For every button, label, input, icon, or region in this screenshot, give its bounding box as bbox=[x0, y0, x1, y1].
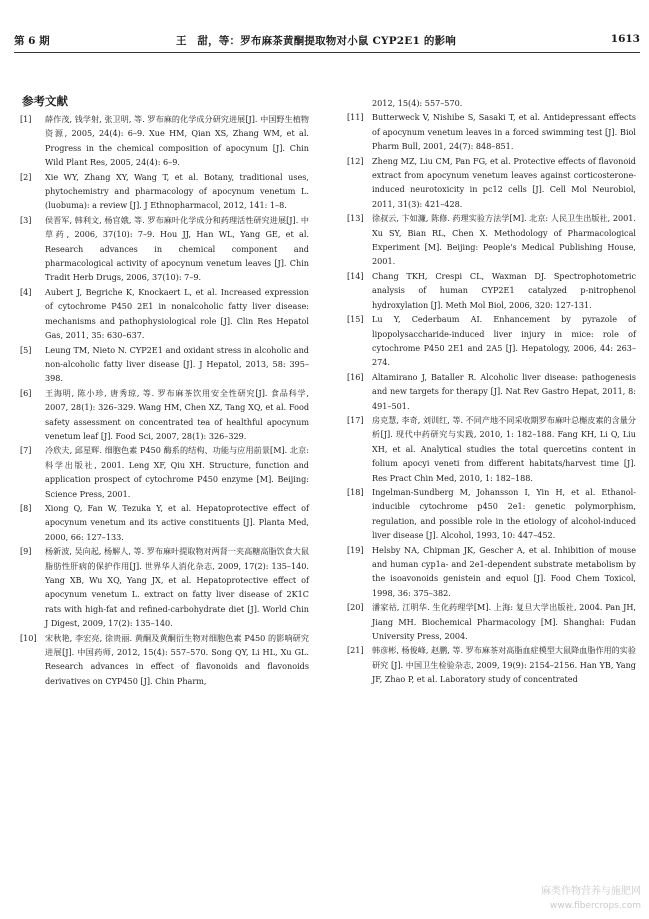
reference-item bbox=[341, 96, 636, 110]
reference-text: 王海明, 陈小珍, 唐秀琼, 等. 罗布麻茶饮用安全性研究[J]. 食品科学, 2007, 28(1): 326–329. Wang HM, Chen XZ, Tang XQ, et al. Food safety assessment on concentrated tea of healthful apocynum venetum leaf [J]. Food Sci, 2007, 28(1): 326–329. bbox=[45, 387, 309, 441]
header-rule bbox=[14, 52, 640, 53]
reference-text: 薛作茂, 钱学射, 张卫明, 等. 罗布麻的化学成分研究进展[J]. 中国野生植物资源, 2005, 24(4): 6–9. Xue HM, Qian XS, Zhang WM, et al. Progress in the chemical composition of apocynum [J]. Chin Wild Plant Res, 2005, 24(4): 6–9. bbox=[45, 114, 309, 168]
reference-number: [7] bbox=[20, 445, 32, 456]
reference-item bbox=[14, 285, 309, 343]
reference-number: [6] bbox=[20, 387, 32, 398]
right-column bbox=[341, 96, 636, 687]
reference-number: [2] bbox=[20, 171, 32, 182]
running-title: 王 甜，等：罗布麻茶黄酮提取物对小鼠 CYP2E1 的影响 bbox=[176, 35, 456, 47]
reference-item bbox=[14, 213, 309, 285]
reference-number: [20] bbox=[347, 602, 364, 613]
reference-item bbox=[341, 413, 636, 485]
reference-number: [14] bbox=[347, 270, 364, 281]
reference-number: [19] bbox=[347, 544, 364, 555]
reference-item bbox=[341, 154, 636, 212]
reference-number: [15] bbox=[347, 314, 364, 325]
reference-number: [1] bbox=[20, 114, 32, 124]
reference-text: 韩彦彬, 杨俊峰, 赵鹏, 等. 罗布麻茶对高脂血症模型大鼠降血脂作用的实验研究 [J]. 中国卫生检验杂志, 2009, 19(9): 2154–2156. Han YB, Yang JF, Zhao P, et al. Laboratory study of concentrated bbox=[372, 645, 636, 685]
reference-text: Xie WY, Zhang XY, Wang T, et al. Botany, traditional uses, phytochemistry and pharmacology of apocynum venetum L. (luobuma): a review [J]. J Ethnopharmacol, 2012, 141: 1–8. bbox=[45, 171, 309, 211]
reference-text: Xiong Q, Fan W, Tezuka Y, et al. Hepatoprotective effect of apocynum venetum and its active constituents [J]. Planta Med, 2000, 66: 127–133. bbox=[45, 502, 309, 542]
reference-item bbox=[14, 443, 309, 501]
reference-text: 房克慧, 李奇, 刘训红, 等. 不同产地不同采收期罗布麻叶总槲皮素的含量分析[J]. 现代中药研究与实践, 2010, 1: 182–188. Fang KH, Li Q, Liu XH, et al. Analytical studies the total quercetins content in folium apocyi veneti from different habitats/harvest time [J]. Res Pract Chin Med, 2010, 1: 182–188. bbox=[372, 414, 636, 483]
reference-number: [21] bbox=[347, 645, 364, 656]
running-header bbox=[14, 33, 640, 49]
reference-number: [3] bbox=[20, 214, 32, 225]
watermark bbox=[541, 885, 641, 913]
reference-item bbox=[14, 544, 309, 630]
reference-item bbox=[341, 370, 636, 413]
reference-text: Ingelman-Sundberg M, Johansson I, Yin H, et al. Ethanol-inducible cytochrome p450 2e1: genetic polymorphism, regulation, and possible role in the etiology of alcohol-induced liver disease [J]. Alcohol, 1993, 10: 447–452. bbox=[372, 486, 636, 541]
reference-text: 2012, 15(4): 557–570. bbox=[372, 98, 463, 108]
reference-item bbox=[14, 343, 309, 386]
reference-item bbox=[341, 600, 636, 643]
reference-item bbox=[341, 211, 636, 269]
reference-item bbox=[341, 312, 636, 370]
reference-number: [12] bbox=[347, 155, 364, 166]
reference-item bbox=[341, 110, 636, 153]
reference-text: Butterweck V, Nishibe S, Sasaki T, et al. Antidepressant effects of apocynum venetum leaves in a forced swimming test [J]. Biol Pharm Bull, 2001, 24(7): 848–851. bbox=[372, 112, 636, 152]
reference-text: 潘家祜, 江明华. 生化药理学[M]. 上海: 复旦大学出版社, 2004. Pan JH, Jiang MH. Biochemical Pharmacology [M]. Shanghai: Fudan University Press, 2004. bbox=[372, 602, 636, 642]
reference-number: [10] bbox=[20, 632, 37, 643]
reference-number: [13] bbox=[347, 213, 364, 224]
reference-item bbox=[341, 485, 636, 543]
reference-item bbox=[14, 170, 309, 213]
reference-number: [17] bbox=[347, 414, 364, 425]
reference-text: Helsby NA, Chipman JK, Gescher A, et al. Inhibition of mouse and human cyp1a- and 2e1-dependent substrate metabolism by the isoavonoids genistein and equol [J]. Food Chem Toxicol, 1998, 36: 375–382. bbox=[372, 544, 636, 598]
reference-number: [9] bbox=[20, 546, 32, 557]
reference-item bbox=[14, 386, 309, 444]
reference-text: 杨新波, 吴向起, 杨解人, 等. 罗布麻叶提取物对两肾一夹高糖高脂饮食大鼠脂肪性肝病的保护作用[J]. 世界华人消化杂志, 2009, 17(2): 135–140. Yang XB, Wu XQ, Yang JX, et al. Hepatoprotective effect of apocynum venetum L. extract on fatty liver disease of 2K1C rats with high-fat and refined-carbohydrate diet [J]. World Chin J Digest, 2009, 17(2): 135–140. bbox=[45, 546, 309, 629]
reference-text: Zheng MZ, Liu CM, Pan FG, et al. Protective effects of flavonoid extract from apocynum venetum leaves against corticosterone-induced neurotoxicity in pc12 cells [J]. Cell Mol Neurobiol, 2011, 31(3): 421–428. bbox=[372, 155, 636, 209]
reference-text: 徐叔云, 卞如濂, 陈修. 药理实验方法学[M]. 北京: 人民卫生出版社, 2001. Xu SY, Bian RL, Chen X. Methodology of Pharmacological Experiment [M]. Beijing: People's Medical Publishing House, 2001. bbox=[372, 213, 636, 267]
watermark-name: 麻类作物营养与施肥网 bbox=[541, 886, 641, 897]
left-column bbox=[14, 112, 309, 688]
reference-text: 侯晋军, 韩利文, 杨官娥, 等. 罗布麻叶化学成分和药理活性研究进展[J]. 中草药, 2006, 37(10): 7–9. Hou JJ, Han WL, Yang GE, et al. Research advances in chemical component and pharmacological activity of apocynum venetum leaves [J]. Chin Tradit Herb Drugs, 2006, 37(10): 7–9. bbox=[45, 214, 309, 283]
reference-number: [4] bbox=[20, 286, 32, 297]
reference-item bbox=[14, 631, 309, 689]
reference-text: Aubert J, Begriche K, Knockaert L, et al. Increased expression of cytochrome P450 2E1 in nonalcoholic fatty liver disease: mechanisms and pathophysiological role [J]. Clin Res Hepatol Gas, 2011, 35: 630–637. bbox=[45, 286, 309, 341]
reference-text: Chang TKH, Crespi CL, Waxman DJ. Spectrophotometric analysis of human CYP2E1 catalyzed p-nitrophenol hydroxylation [J]. Meth Mol Biol, 2006, 320: 127-131. bbox=[372, 270, 636, 310]
reference-number: [18] bbox=[347, 486, 364, 497]
references-heading: 参考文献 bbox=[22, 94, 68, 108]
issue-label: 第 6 期 bbox=[14, 35, 50, 47]
reference-number: [16] bbox=[347, 371, 364, 382]
page-number: 1613 bbox=[610, 33, 640, 45]
reference-text: Altamirano J, Bataller R. Alcoholic liver disease: pathogenesis and new targets for therapy [J]. Nat Rev Gastro Hepat, 2011, 8: 491–501. bbox=[372, 371, 636, 411]
reference-number: [5] bbox=[20, 344, 32, 355]
reference-text: Lu Y, Cederbaum AI. Enhancement by pyrazole of lipopolysaccharide-induced liver injury in mice: role of cytochrome P450 2E1 and 2A5 [J]. Hepatology, 2006, 44: 263–274. bbox=[372, 314, 636, 368]
reference-item bbox=[341, 269, 636, 312]
reference-text: Leung TM, Nieto N. CYP2E1 and oxidant stress in alcoholic and non-alcoholic fatty liver disease [J]. J Hepatol, 2013, 58: 395–398. bbox=[45, 344, 309, 384]
reference-item bbox=[341, 643, 636, 686]
reference-number: [11] bbox=[347, 112, 364, 123]
reference-item bbox=[14, 112, 309, 170]
reference-text: 宋秋艳, 李宏亮, 徐贵丽. 黄酮及黄酮衍生物对细胞色素 P450 的影响研究进展[J]. 中国药师, 2012, 15(4): 557–570. Song QY, Li HL, Xu GL. Research advances in effect of flavonoids and flavonoids derivatives on CYP450 [J]. Chin Pharm, bbox=[45, 632, 309, 686]
reference-item bbox=[341, 543, 636, 601]
reference-number: [8] bbox=[20, 502, 32, 513]
watermark-url: www.fibercrops.com bbox=[550, 901, 641, 911]
reference-item bbox=[14, 501, 309, 544]
reference-text: 冷欣夫, 邱星辉. 细胞色素 P450 酶系的结构、功能与应用前景[M]. 北京: 科学出版社, 2001. Leng XF, Qiu XH. Structure, function and application prospect of cytochrome P450 enzyme [M]. Beijing: Science Press, 2001. bbox=[45, 445, 309, 499]
